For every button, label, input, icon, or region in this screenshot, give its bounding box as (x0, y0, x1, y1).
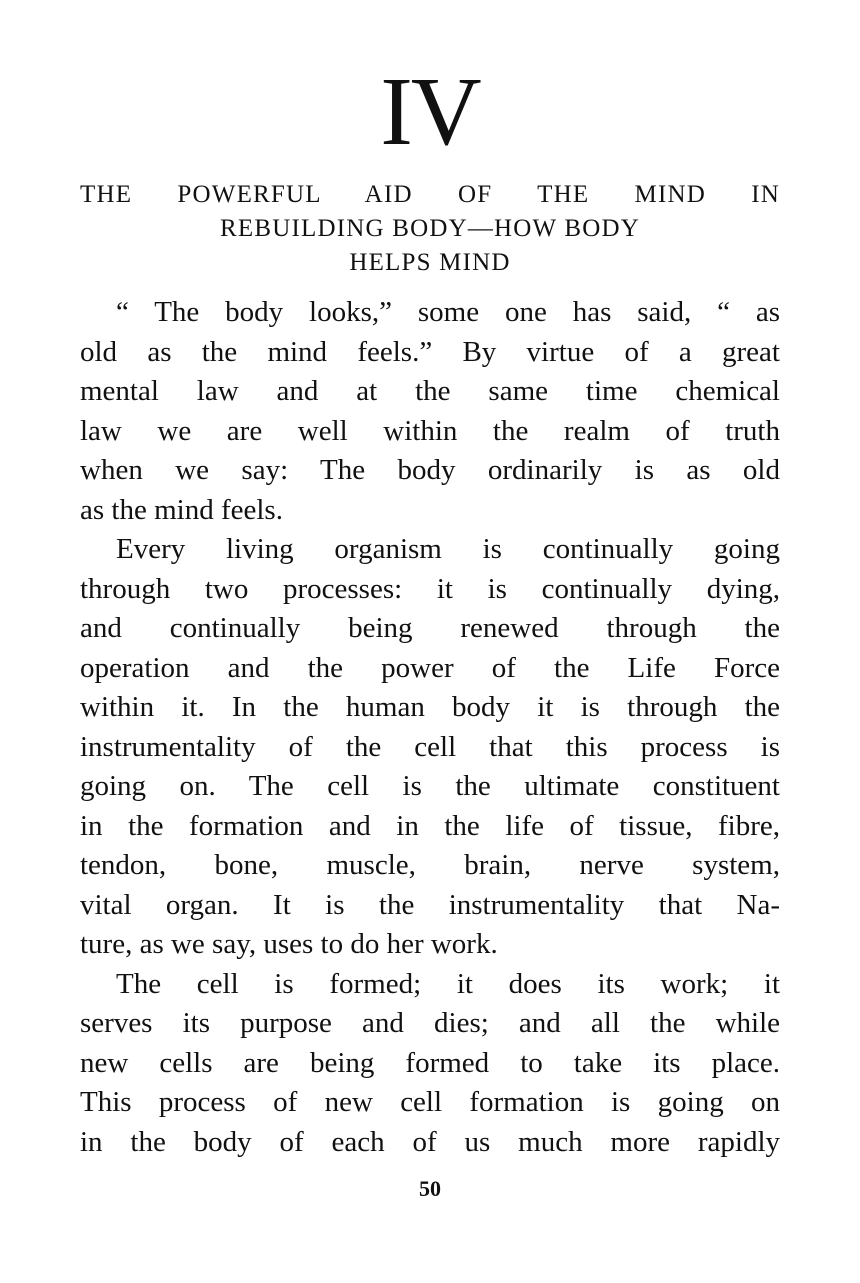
paragraph-line: mental law and at the same time chemical (80, 375, 780, 407)
paragraph-line: operation and the power of the Life Force (80, 651, 780, 684)
paragraph-line: vital organ. It is the instrumentality that Na- (80, 888, 780, 921)
paragraph-line: through two processes: it is continually dying, (80, 572, 780, 605)
paragraph-line: ture, as we say, uses to do her work. (80, 928, 498, 960)
paragraph-line: tendon, bone, muscle, brain, nerve system, (80, 849, 780, 881)
chapter-number: IV (380, 58, 480, 166)
paragraph-line: going on. The cell is the ultimate constituent (80, 770, 780, 802)
paragraph-line: serves its purpose and dies; and all the while (80, 1007, 780, 1039)
chapter-title-line: HELPS MIND (349, 249, 511, 276)
paragraph-line: as the mind feels. (80, 493, 283, 526)
paragraph-line: law we are well within the realm of truth (80, 414, 780, 447)
paragraph-line: “ The body looks,” some one has said, “ as (116, 296, 780, 328)
paragraph-line: and continually being renewed through the (80, 612, 780, 644)
paragraph-line: old as the mind feels.” By virtue of a great (80, 335, 780, 368)
chapter-title-line: THE POWERFUL AID OF THE MIND IN (80, 181, 780, 208)
paragraph-line: within it. In the human body it is through the (80, 691, 780, 723)
paragraph-line: new cells are being formed to take its place. (80, 1046, 780, 1079)
paragraph-line: The cell is formed; it does its work; it (116, 967, 780, 1000)
paragraph-line: This process of new cell formation is going on (80, 1086, 780, 1118)
body-text (80, 293, 780, 1162)
chapter-title-line: REBUILDING BODY—HOW BODY (220, 215, 640, 242)
page-number: 50 (419, 1176, 441, 1201)
paragraph-line: instrumentality of the cell that this process is (80, 730, 780, 763)
chapter-title (80, 178, 780, 280)
paragraph-line: in the formation and in the life of tissue, fibre, (80, 809, 780, 842)
paragraph-line: in the body of each of us much more rapidly (80, 1125, 780, 1158)
paragraph-line: Every living organism is continually going (116, 533, 780, 565)
paragraph-line: when we say: The body ordinarily is as old (80, 454, 780, 486)
